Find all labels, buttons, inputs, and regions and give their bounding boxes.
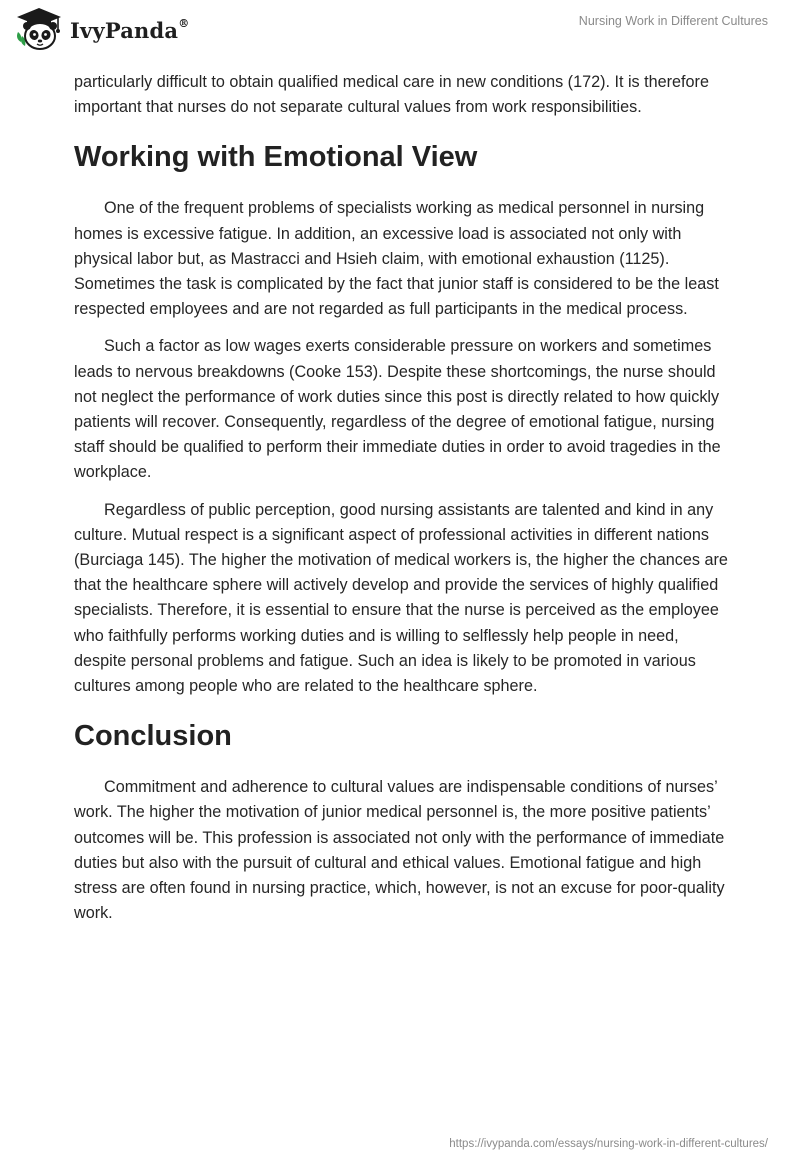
paragraph: Such a factor as low wages exerts considerable pressure on workers and sometimes leads to nervous breakdowns (Cooke 153). Despite these shortcomings, the nurse should not neglect the performance of work duties since this post is directly related to how quickly patients will recover. Consequently, regardless of the degree of emotional fatigue, nursing staff should be qualified to perform their immediate duties in order to avoid tragedies in the workplace. (74, 337, 721, 482)
paragraph-intro-continuation: particularly difficult to obtain qualified medical care in new conditions (172). It is therefore important that nurses do not separate cultural values from work responsibilities. (74, 73, 709, 117)
section-heading-conclusion: Conclusion (74, 720, 232, 753)
section-heading-working-with-emotional-view: Working with Emotional View (74, 141, 478, 174)
ivypanda-logo[interactable] (14, 6, 189, 52)
document-title: Nursing Work in Different Cultures (578, 14, 768, 28)
brand-name: IvyPanda® (70, 16, 190, 43)
page-header (0, 0, 800, 66)
essay-body (74, 70, 734, 938)
paragraph: Commitment and adherence to cultural values are indispensable conditions of nurses’ work. The higher the motivation of junior medical personnel is, the more positive patients’ outcomes will be. This profession is associated not only with the performance of immediate duties but also with the pursuit of cultural and ethical values. Emotional fatigue and high stress are often found in nursing practice, which, however, is not an excuse for poor-quality work. (74, 778, 725, 923)
paragraph: One of the frequent problems of specialists working as medical personnel in nursing homes is excessive fatigue. In addition, an excessive load is associated not only with physical labor but, as Mastracci and Hsieh claim, with emotional exhaustion (1125). Sometimes the task is complicated by the fact that junior staff is considered to be the least respected employees and are not regarded as full participants in the medical process. (74, 199, 719, 319)
paragraph: Regardless of public perception, good nursing assistants are talented and kind in any culture. Mutual respect is a significant aspect of professional activities in different nations (Burciaga 145). The higher the motivation of medical workers is, the higher the chances are that the healthcare sphere will actively develop and provide the services of highly qualified specialists. Therefore, it is essential to ensure that the nurse is perceived as the employee who faithfully performs working duties and is willing to selflessly help people in need, despite personal problems and fatigue. Such an idea is likely to be promoted in various cultures among people who are related to the healthcare sphere. (74, 500, 728, 696)
panda-graduate-icon (14, 6, 64, 52)
source-url[interactable]: https://ivypanda.com/essays/nursing-work-in-different-cultures/ (449, 1138, 768, 1150)
registered-mark: ® (178, 16, 190, 30)
